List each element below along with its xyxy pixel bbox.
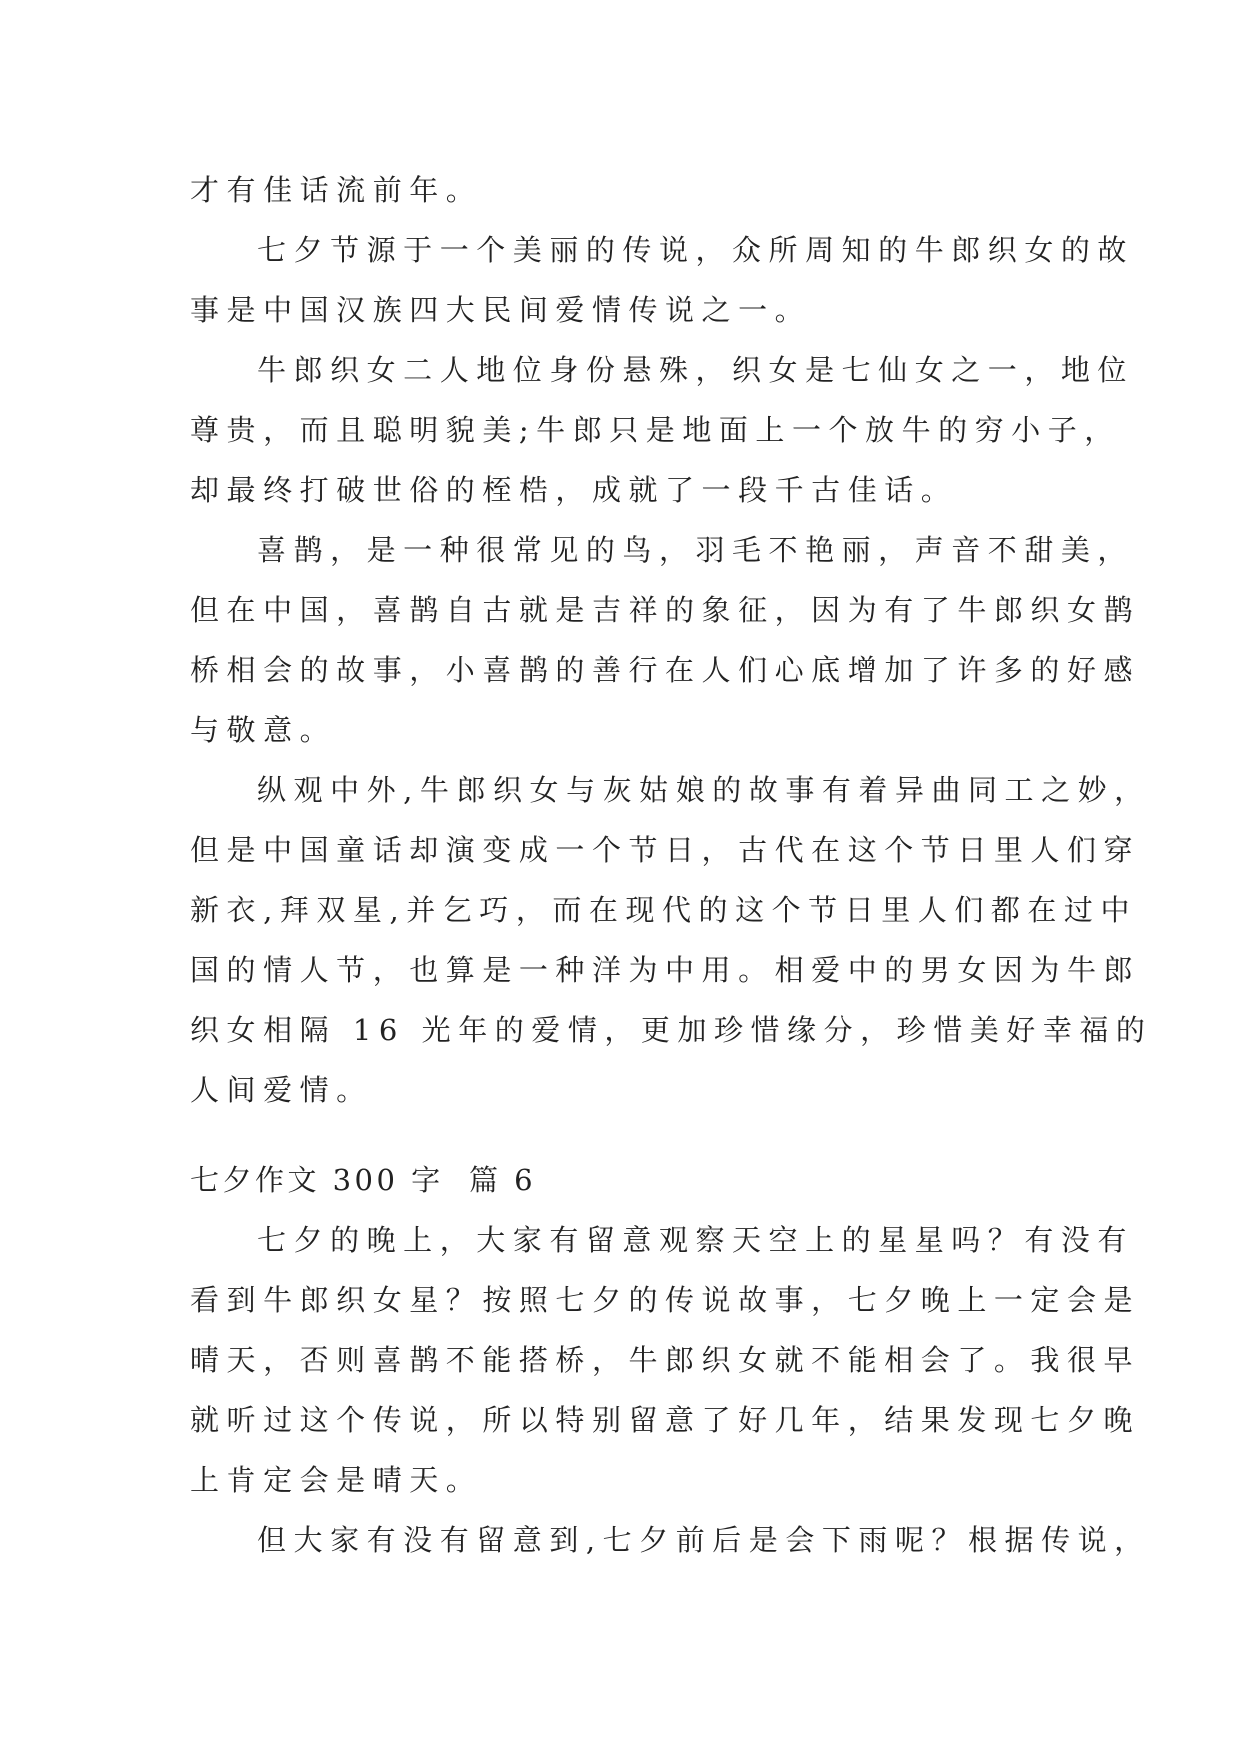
- paragraph-line: 桥相会的故事，小喜鹊的善行在人们心底增加了许多的好感: [190, 653, 1141, 687]
- section-heading: 七夕作文 300 字 篇 6: [190, 1163, 537, 1197]
- paragraph-line: 牛郎织女二人地位身份悬殊，织女是七仙女之一，地位: [257, 353, 1134, 387]
- paragraph-line: 尊贵，而且聪明貌美;牛郎只是地面上一个放牛的穷小子，: [190, 413, 1121, 447]
- paragraph-line: 晴天，否则喜鹊不能搭桥，牛郎织女就不能相会了。我很早: [190, 1343, 1141, 1377]
- paragraph-line: 喜鹊，是一种很常见的鸟，羽毛不艳丽，声音不甜美，: [257, 533, 1134, 567]
- paragraph-line: 就听过这个传说，所以特别留意了好几年，结果发现七夕晚: [190, 1403, 1141, 1437]
- document-body: [190, 160, 1153, 1570]
- paragraph-line: 才有佳话流前年。: [190, 173, 483, 207]
- paragraph-line: 国的情人节，也算是一种洋为中用。相爱中的男女因为牛郎: [190, 953, 1141, 987]
- paragraph-line: 却最终打破世俗的桎梏，成就了一段千古佳话。: [190, 473, 958, 507]
- paragraph-line: 看到牛郎织女星？按照七夕的传说故事，七夕晚上一定会是: [190, 1283, 1141, 1317]
- paragraph-line: 上肯定会是晴天。: [190, 1463, 483, 1497]
- paragraph-line: 但在中国，喜鹊自古就是吉祥的象征，因为有了牛郎织女鹊: [190, 593, 1141, 627]
- paragraph-line: 但大家有没有留意到,七夕前后是会下雨呢？根据传说，: [257, 1523, 1151, 1557]
- paragraph-line: 织女相隔 16 光年的爱情，更加珍惜缘分，珍惜美好幸福的: [190, 1013, 1153, 1047]
- paragraph-line: 事是中国汉族四大民间爱情传说之一。: [190, 293, 812, 327]
- paragraph-line: 与敬意。: [190, 713, 337, 747]
- paragraph-line: 人间爱情。: [190, 1073, 373, 1107]
- paragraph-line: 新衣,拜双星,并乞巧，而在现代的这个节日里人们都在过中: [190, 893, 1138, 927]
- paragraph-line: 但是中国童话却演变成一个节日，古代在这个节日里人们穿: [190, 833, 1141, 867]
- paragraph-line: 七夕的晚上，大家有留意观察天空上的星星吗？有没有: [257, 1223, 1134, 1257]
- paragraph-line: 七夕节源于一个美丽的传说，众所周知的牛郎织女的故: [257, 233, 1134, 267]
- paragraph-line: 纵观中外,牛郎织女与灰姑娘的故事有着异曲同工之妙，: [257, 773, 1151, 807]
